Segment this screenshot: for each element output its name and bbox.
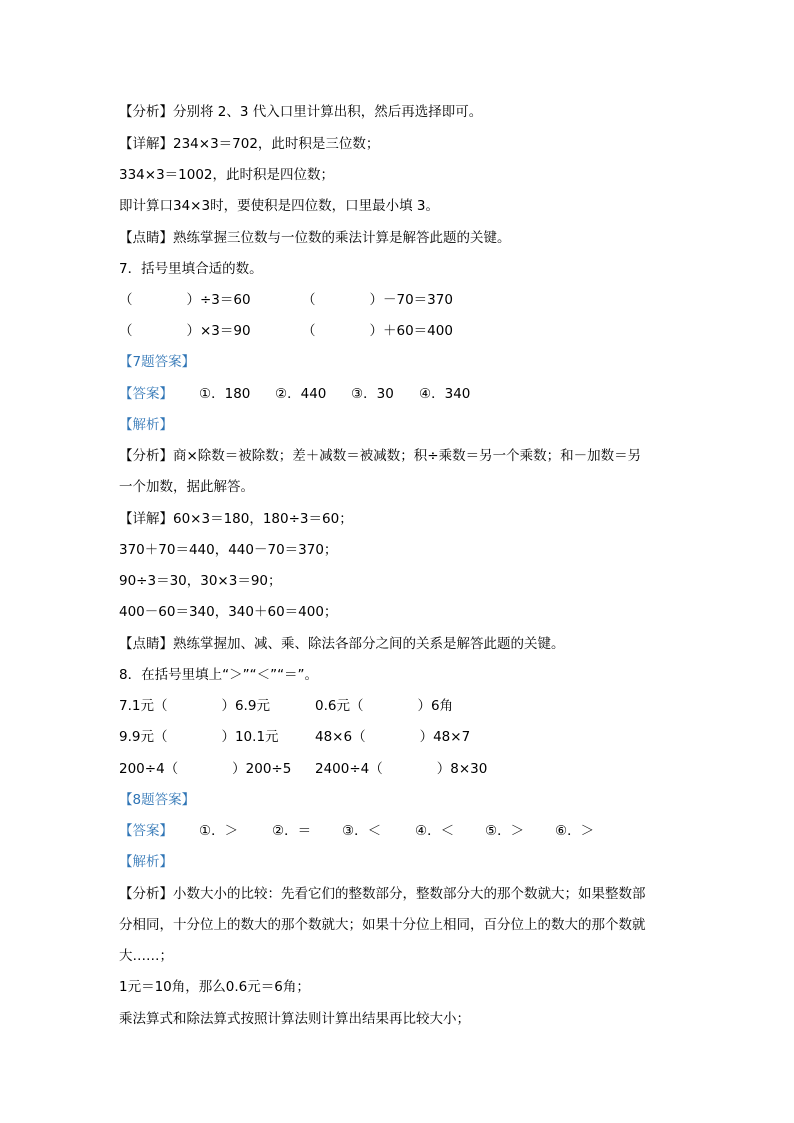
q7-detail-line: 400－60＝340，340＋60＝400； — [119, 604, 338, 620]
tip-text: 熟练掌握加、减、乘、除法各部分之间的关系是解答此题的关键。 — [173, 636, 565, 652]
analysis-text: 商×除数＝被除数；差＋减数＝被减数；积÷乘数＝另一个乘数；和－加数＝另 — [173, 448, 642, 464]
analysis-text: 小数大小的比较：先看它们的整数部分，整数部分大的那个数就大；如果整数部 — [173, 886, 646, 902]
analysis-tag: 【分析】 — [119, 886, 173, 902]
q6-detail-line: 334×3＝1002，此时积是四位数； — [119, 167, 335, 183]
q8-compare-2: 0.6元（ ）6角 — [315, 698, 454, 714]
q8-analysis-line: 大……； — [119, 948, 173, 964]
tip-tag: 【点睛】 — [119, 636, 173, 652]
answer-item: ⑥．＞ — [555, 823, 595, 839]
answer-tag: 【答案】 — [119, 823, 173, 839]
q8-answer-header: 【8题答案】 — [119, 792, 196, 808]
q7-row — [119, 290, 453, 310]
detail-line: 60×3＝180，180÷3＝60； — [173, 511, 353, 527]
detail-tag: 【详解】 — [119, 136, 173, 152]
detail-tag: 【详解】 — [119, 511, 173, 527]
analysis-tag: 【分析】 — [119, 448, 173, 464]
q8-compare-5: 200÷4（ ）200÷5 — [119, 761, 292, 777]
answer-item: ②．440 — [275, 386, 327, 402]
q6-detail-line: 即计算口34×3时，要使积是四位数，口里最小填 3。 — [119, 198, 439, 214]
q8-analysis-line: 分相同，十分位上的数大的那个数就大；如果十分位上相同，百分位上的数大的那个数就 — [119, 917, 646, 933]
q8-analysis-line: 乘法算式和除法算式按照计算法则计算出结果再比较大小； — [119, 1011, 470, 1027]
q8-analysis-line: 1元＝10角，那么0.6元＝6角； — [119, 979, 310, 995]
detail-line: 234×3＝702，此时积是三位数； — [173, 136, 380, 152]
q8-explain-tag: 【解析】 — [119, 854, 173, 870]
q7-detail-line: 90÷3＝30，30×3＝90； — [119, 573, 282, 589]
q7-explain-tag: 【解析】 — [119, 417, 173, 433]
answer-item: ④．340 — [419, 386, 471, 402]
q6-detail — [119, 134, 379, 154]
q8-compare-6: 2400÷4（ ）8×30 — [315, 761, 488, 777]
q7-detail-line: 370＋70＝440，440－70＝370； — [119, 542, 338, 558]
q8-compare-1: 7.1元（ ）6.9元 — [119, 698, 270, 714]
q7-detail — [119, 509, 353, 529]
q8-row — [119, 759, 487, 779]
answer-item: ③．30 — [351, 386, 394, 402]
q7-answers — [119, 384, 470, 404]
q7-blank-3: （ ）×3＝90 — [119, 323, 251, 339]
q6-tip — [119, 228, 511, 248]
answer-item: ③．＜ — [342, 823, 382, 839]
q7-blank-2: （ ）－70＝370 — [302, 292, 453, 308]
answer-item: ⑤．＞ — [485, 823, 525, 839]
answer-tag: 【答案】 — [119, 386, 173, 402]
q8-row — [119, 696, 453, 716]
q8-analysis — [119, 884, 646, 904]
tip-tag: 【点睛】 — [119, 230, 173, 246]
q8-title: 8．在括号里填上“＞”“＜”“＝”。 — [119, 667, 319, 683]
q7-blank-1: （ ）÷3＝60 — [119, 292, 251, 308]
q7-analysis-line: 一个加数，据此解答。 — [119, 479, 254, 495]
q7-title: 7．括号里填合适的数。 — [119, 261, 263, 277]
q6-analysis — [119, 102, 482, 122]
answer-item: ④．＜ — [415, 823, 455, 839]
q8-compare-4: 48×6（ ）48×7 — [315, 729, 471, 745]
answer-item: ①．＞ — [199, 823, 239, 839]
q7-analysis — [119, 446, 641, 466]
q7-row — [119, 321, 453, 341]
q7-answer-header: 【7题答案】 — [119, 354, 196, 370]
q7-blank-4: （ ）＋60＝400 — [302, 323, 453, 339]
analysis-tag: 【分析】 — [119, 104, 173, 120]
answer-item: ②．＝ — [272, 823, 312, 839]
q8-row — [119, 727, 470, 747]
tip-text: 熟练掌握三位数与一位数的乘法计算是解答此题的关键。 — [173, 230, 511, 246]
q8-compare-3: 9.9元（ ）10.1元 — [119, 729, 279, 745]
q8-answers — [119, 821, 594, 841]
analysis-text: 分别将 2、3 代入口里计算出积，然后再选择即可。 — [173, 104, 483, 120]
q7-tip — [119, 634, 565, 654]
answer-item: ①．180 — [199, 386, 251, 402]
